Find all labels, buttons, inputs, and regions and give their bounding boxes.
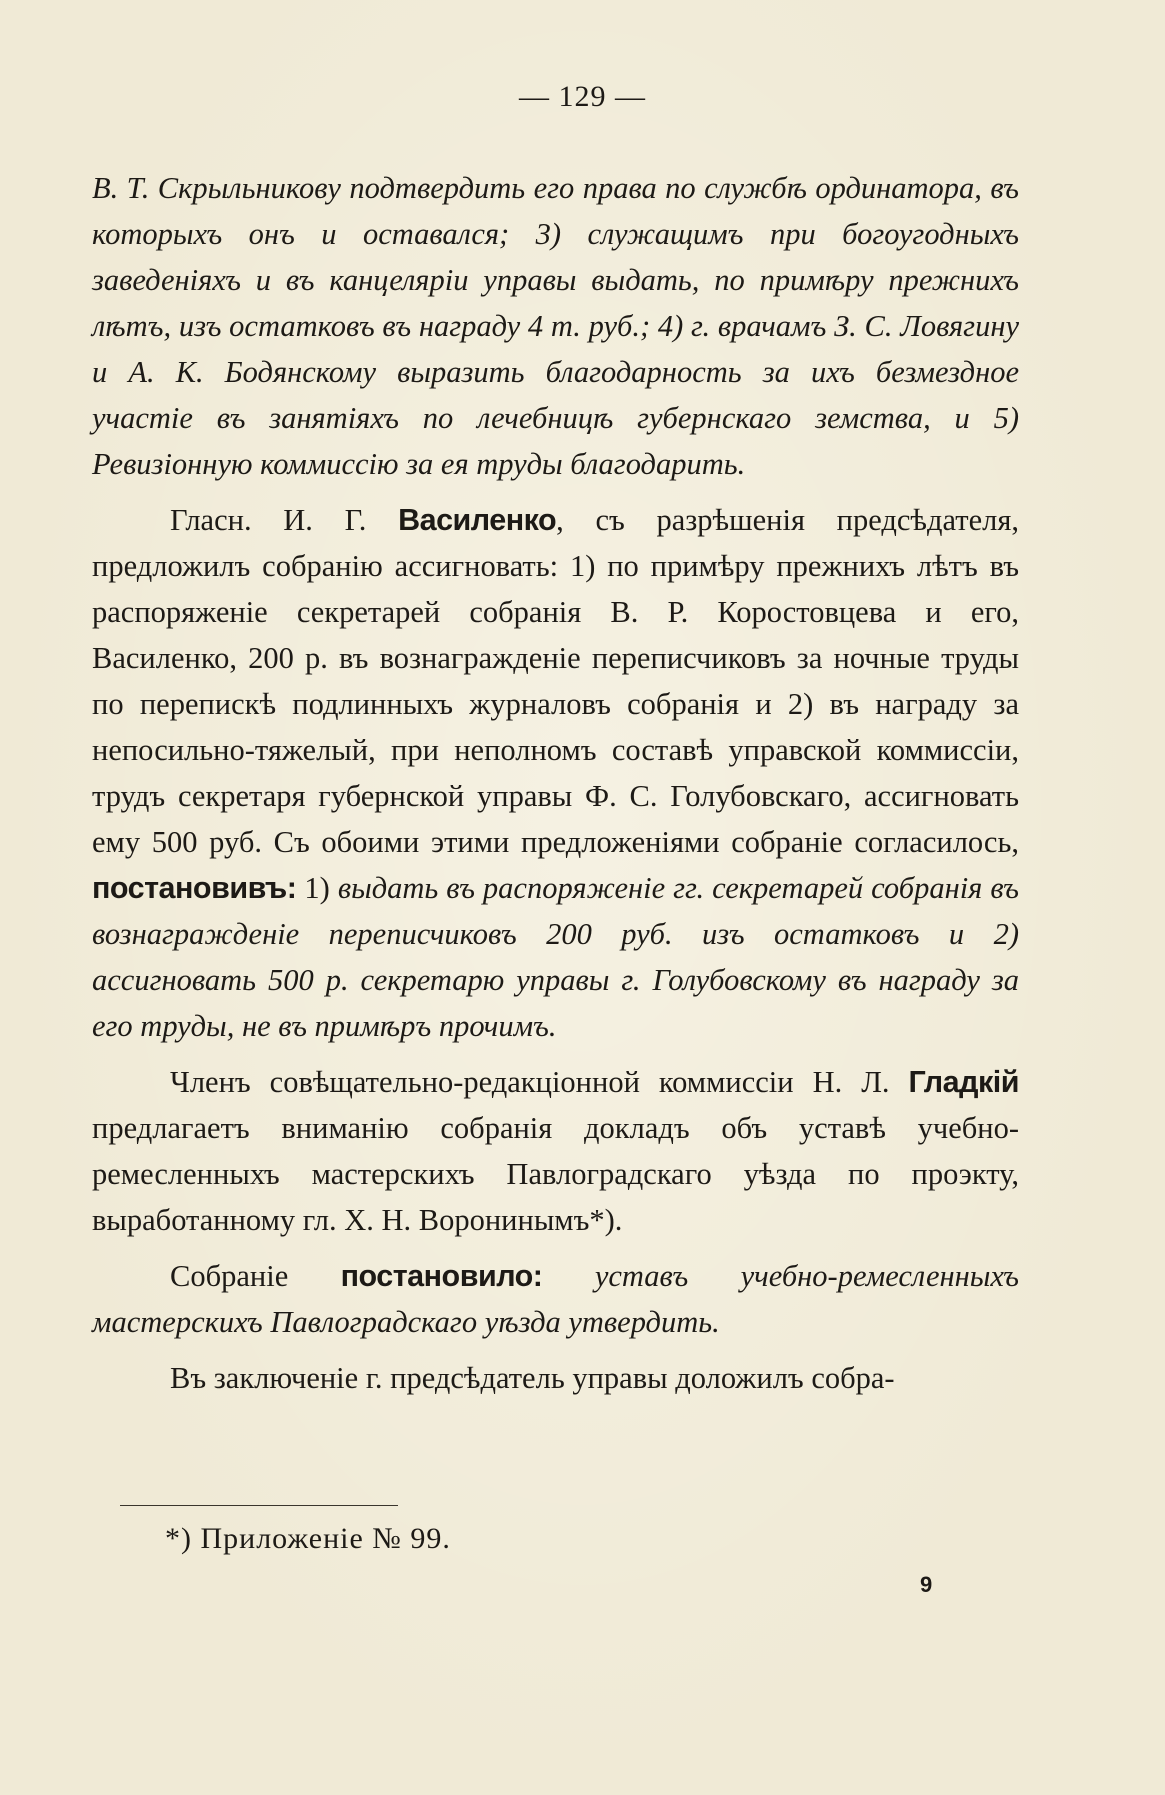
paragraph-text: , съ разрѣшенія предсѣдателя, предложилъ собранію ассигновать: 1) по примѣру прежнихъ лѣтъ въ распоряженіе секретарей собранія В. Р. Коростовцева и его, Василенко, 200 р. въ вознагражденіе переписчиковъ за ночные труды по перепискѣ подлинныхъ журналовъ собранія и 2) въ награду за непосильно-тяжелый, при неполномъ составѣ управской коммиссіи, трудъ секретаря губернской управы Ф. С. Голубовскаго, ассигновать ему 500 руб. Съ обоими этими предложеніями собраніе согласилось, <box>92 503 1019 859</box>
paragraph-conclusion <box>92 1355 1019 1401</box>
page-number: — 129 — <box>519 80 646 113</box>
body-text <box>92 165 1019 1411</box>
paragraph-assembly-decision <box>92 1253 1019 1345</box>
resolution-text: выдать въ распоряженіе гг. секретарей собранія въ вознагражденіе переписчиковъ 200 руб. изъ остатковъ и 2) ассигновать 500 р. секретарю управы г. Голубовскому въ награду за его труды, не въ примѣръ прочимъ. <box>92 871 1019 1043</box>
paragraph-vasilenko-proposal <box>92 497 1019 1049</box>
speaker-name: Василенко <box>398 503 557 537</box>
footnote: *) Приложеніе № 99. <box>165 1522 451 1555</box>
paragraph-text: Въ заключеніе г. предсѣдатель управы доложилъ собра- <box>170 1361 895 1395</box>
paragraph-text: В. Т. Скрыльникову подтвердить его права по службѣ ординатора, въ которыхъ онъ и оставался; 3) служащимъ при богоугодныхъ заведеніяхъ и въ канцеляріи управы выдать, по примѣру прежнихъ лѣтъ, изъ остатковъ въ награду 4 т. руб.; 4) г. врачамъ З. С. Ловягину и А. К. Бодянскому выразить благодарность за ихъ безмездное участіе въ занятіяхъ по лечебницѣ губернскаго земства, и 5) Ревизіонную коммиссію за ея труды благодарить. <box>92 171 1019 481</box>
speaker-name: Гладкій <box>908 1065 1019 1099</box>
paragraph-text: Гласн. И. Г. <box>170 503 399 537</box>
decision-keyword: постановило: <box>340 1259 543 1293</box>
paragraph-text: 1) <box>296 871 338 905</box>
footnote-divider <box>120 1505 398 1506</box>
paragraph-gladkiy-report <box>92 1059 1019 1243</box>
paragraph-text: предлагаетъ вниманію собранія докладъ объ уставѣ учебно-ремесленныхъ мастерскихъ Павлоградскаго уѣзда по проэкту, выработанному гл. Х. Н. Воронинымъ*). <box>92 1111 1019 1237</box>
decision-keyword: постановивъ: <box>92 871 297 905</box>
resolution-text: уставъ учебно-ремесленныхъ мастерскихъ Павлоградскаго уѣзда утвердить. <box>92 1259 1020 1339</box>
paragraph-text: Собраніе <box>170 1259 341 1293</box>
paragraph-text: Членъ совѣщательно-редакціонной коммиссіи Н. Л. <box>170 1065 909 1099</box>
signature-mark: 9 <box>920 1572 933 1597</box>
paragraph-continuation <box>92 165 1019 487</box>
